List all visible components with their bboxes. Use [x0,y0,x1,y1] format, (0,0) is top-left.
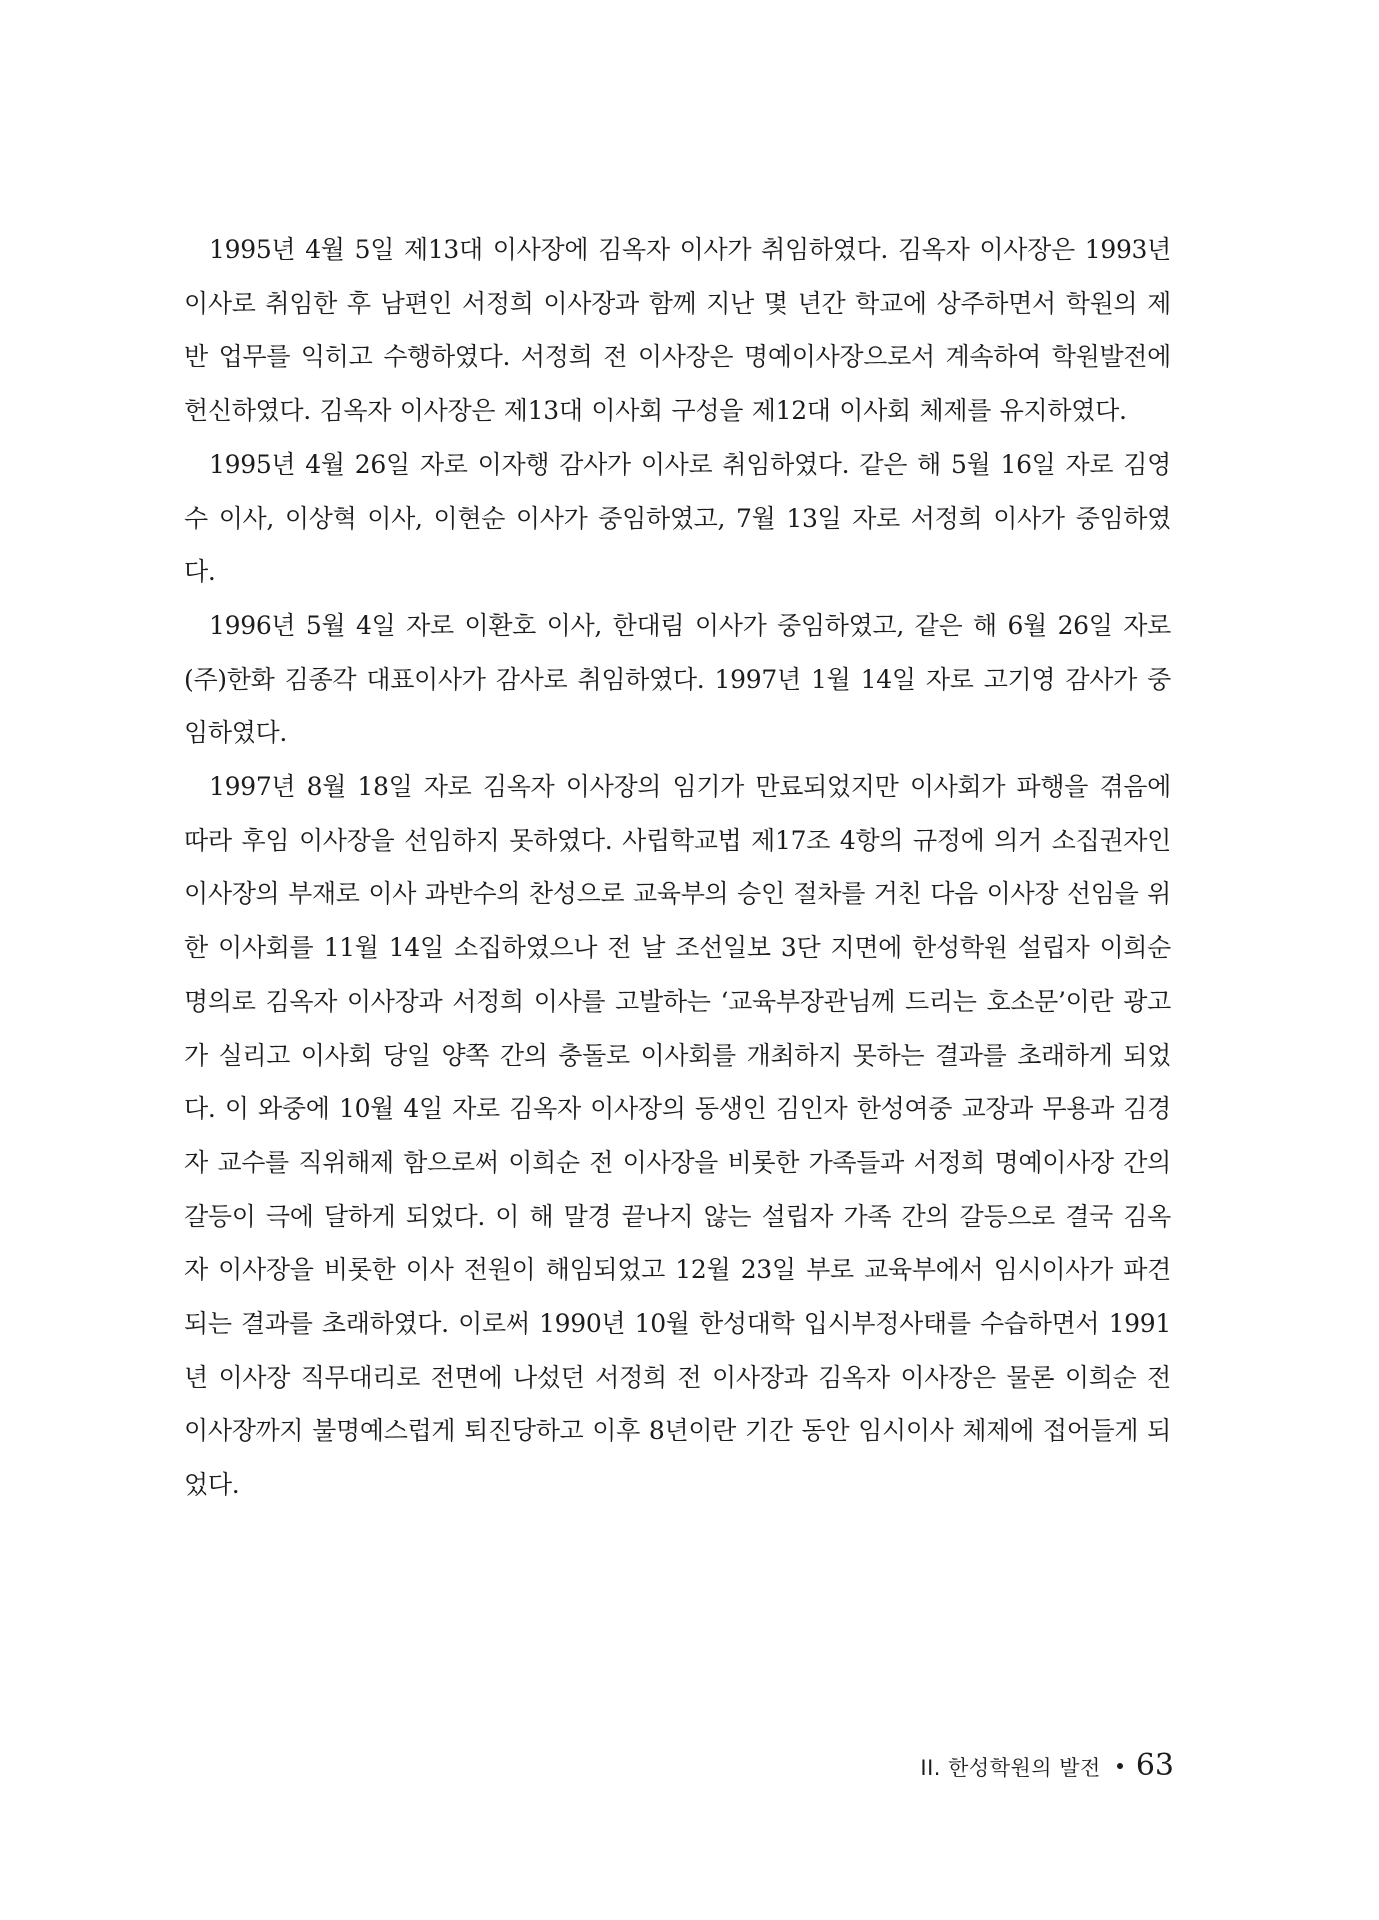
paragraph: 1995년 4월 26일 자로 이자행 감사가 이사로 취임하였다. 같은 해 5월 16일 자로 김영수 이사, 이상혁 이사, 이현순 이사가 중임하였고, 7월 13일 자로 서정희 이사가 중임하였다. [184,449,1171,587]
paragraph: 1995년 4월 5일 제13대 이사장에 김옥자 이사가 취임하였다. 김옥자 이사장은 1993년 이사로 취임한 후 남편인 서정희 이사장과 함께 지난 몇 년간 학교에 상주하면서 학원의 제반 업무를 익히고 수행하였다. 서정희 전 이사장은 명예이사장으로서 계속하여 학원발전에 헌신하였다. 김옥자 이사장은 제13대 이사회 구성을 제12대 이사회 체제를 유지하였다. [184,235,1171,426]
body-text [184,223,1171,1512]
bullet-icon [1117,1763,1123,1769]
running-head: II. 한성학원의 발전 [920,1756,1101,1780]
paragraph: 1996년 5월 4일 자로 이환호 이사, 한대림 이사가 중임하였고, 같은 해 6월 26일 자로 (주)한화 김종각 대표이사가 감사로 취임하였다. 1997년 1월 14일 자로 고기영 감사가 중임하였다. [184,610,1171,748]
paragraph: 1997년 8월 18일 자로 김옥자 이사장의 임기가 만료되었지만 이사회가 파행을 겪음에 따라 후임 이사장을 선임하지 못하였다. 사립학교법 제17조 4항의 규정에 의거 소집권자인 이사장의 부재로 이사 과반수의 찬성으로 교육부의 승인 절차를 거친 다음 이사장 선임을 위한 이사회를 11월 14일 소집하였으나 전 날 조선일보 3단 지면에 한성학원 설립자 이희순 명의로 김옥자 이사장과 서정희 이사를 고발하는 ‘교육부장관님께 드리는 호소문’이란 광고가 실리고 이사회 당일 양쪽 간의 충돌로 이사회를 개최하지 못하는 결과를 초래하게 되었다. 이 와중에 10월 4일 자로 김옥자 이사장의 동생인 김인자 한성여중 교장과 무용과 김경자 교수를 직위해제 함으로써 이희순 전 이사장을 비롯한 가족들과 서정희 명예이사장 간의 갈등이 극에 달하게 되었다. 이 해 말경 끝나지 않는 설립자 가족 간의 갈등으로 결국 김옥자 이사장을 비롯한 이사 전원이 해임되었고 12월 23일 부로 교육부에서 임시이사가 파견되는 결과를 초래하였다. 이로써 1990년 10월 한성대학 입시부정사태를 수습하면서 1991년 이사장 직무대리로 전면에 나섰던 서정희 전 이사장과 김옥자 이사장은 물론 이희순 전 이사장까지 불명예스럽게 퇴진당하고 이후 8년이란 기간 동안 임시이사 체제에 접어들게 되었다. [184,772,1171,1500]
page-footer [920,1748,1174,1788]
page-number: 63 [1135,1748,1174,1783]
